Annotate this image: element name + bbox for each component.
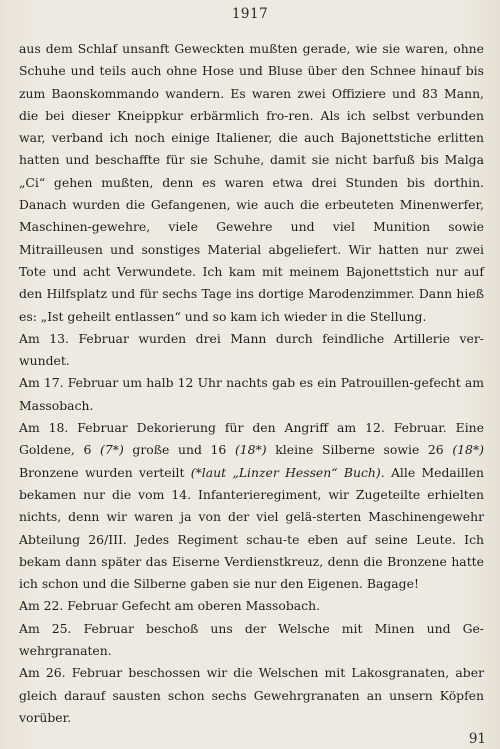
text-segment: Am 26. Februar beschossen wir die Welschen mit Lakosgranaten, aber gleich darauf sausten schon sechs Gewehrgranaten an unsern Köpfen vorüber. xyxy=(19,665,484,725)
text-segment: Bronzene wurden verteilt xyxy=(19,464,191,480)
text-segment: große und 16 xyxy=(123,442,235,458)
running-header-year: 1917 xyxy=(231,6,269,22)
paragraph xyxy=(19,38,484,328)
paragraph xyxy=(19,417,484,595)
text-segment: . Alle Medaillen bekamen nur die vom 14. Infanterieregiment, wir Zugeteilte erhielten nichts, denn wir waren ja von der viel gelä-sterten Maschinengewehr Abteilung 26/III. Jedes Regiment schau-te eben auf seine Leute. Ich bekam dann später das Eiserne Verdienstkreuz, denn die Bronzene hatte ich schon und die Silberne gaben sie nur den Eigenen. Bagage! xyxy=(19,464,484,592)
text-segment: Am 18. Februar Dekorierung für den Angriff am 12. Februar. Eine Goldene, 6 xyxy=(19,420,484,458)
text-segment: Am 17. Februar um halb 12 Uhr nachts gab es ein Patrouillen-gefecht am Massobach. xyxy=(19,375,484,413)
paragraph xyxy=(19,618,484,663)
text-segment: Am 13. Februar wurden drei Mann durch feindliche Artillerie ver-wundet. xyxy=(19,330,484,369)
paragraph xyxy=(19,328,484,373)
italic-text-segment: (18*) xyxy=(452,442,484,458)
paragraph xyxy=(19,595,484,617)
italic-text-segment: (18*) xyxy=(234,442,267,458)
text-segment: aus dem Schlaf unsanft Geweckten mußten gerade, wie sie waren, ohne Schuhe und teils auch ohne Hose und Bluse über den Schnee hinauf bis zum Baonskommando wandern. Es waren zwei Offiziere und 83 Mann, die bei dieser Kneippkur erbärmlich fro-ren. Als ich selbst verbunden war, verband ich noch einige Italiener, die auch Bajonettstiche erlitten hatten und beschaffte für sie Schuhe, damit sie nicht barfuß bis Malga „Ci“ gehen mußten, denn es waren etwa drei Stunden bis dorthin. Danach wurden die Gefangenen, wie auch die erbeuteten Minenwerfer, Maschinen-gewehre, viele Gewehre und viel Munition sowie Mitrailleusen und sonstiges Material abgeliefert. Wir hatten nur zwei Tote und acht Verwundete. Ich kam mit meinem Bajonettstich nur auf den Hilfsplatz und für sechs Tage ins dortige Marodenzimmer. Dann hieß es: „Ist geheilt entlassen“ und so kam ich wieder in die Stellung. xyxy=(19,41,484,324)
page-number: 91 xyxy=(468,731,486,747)
body-text xyxy=(19,38,484,729)
italic-text-segment: (*laut „Linzer Hessen“ Buch) xyxy=(190,464,381,480)
text-segment: Am 22. Februar Gefecht am oberen Massobach. xyxy=(19,598,321,614)
text-segment: Am 25. Februar beschoß uns der Welsche mit Minen und Ge-wehrgranaten. xyxy=(19,620,484,659)
text-segment: kleine Silberne sowie 26 xyxy=(266,442,453,458)
paragraph xyxy=(19,372,484,417)
italic-text-segment: (7*) xyxy=(100,442,124,458)
paragraph xyxy=(19,662,484,729)
